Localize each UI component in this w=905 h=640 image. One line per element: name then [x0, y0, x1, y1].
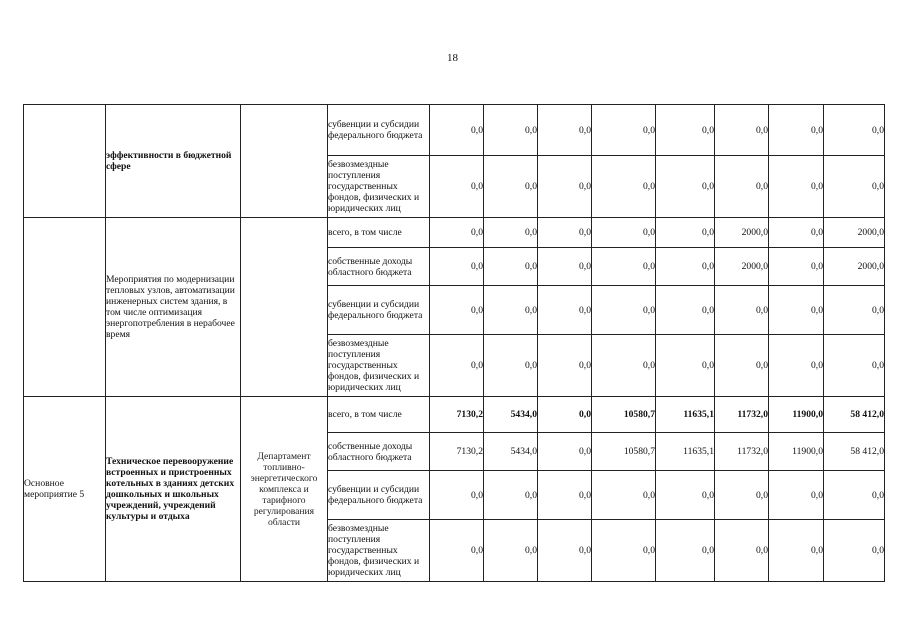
value-cell: 0,0 [592, 218, 656, 248]
value-cell: 0,0 [715, 156, 769, 218]
executor-cell [241, 218, 328, 397]
source-cell: субвенции и субсидии федерального бюджета [328, 471, 430, 520]
value-cell: 0,0 [656, 105, 715, 156]
value-cell: 0,0 [592, 520, 656, 582]
table-row [24, 218, 885, 248]
budget-table [23, 104, 885, 582]
value-cell: 2000,0 [715, 218, 769, 248]
title-cell: Мероприятия по модернизации тепловых узлов, автоматизации инженерных систем здания, в том числе оптимизация энергопотребления в нерабочее время [106, 218, 241, 397]
source-cell: безвозмездные поступления государственных фондов, физических и юридических лиц [328, 156, 430, 218]
value-cell: 0,0 [538, 433, 592, 471]
value-cell: 0,0 [769, 105, 824, 156]
value-cell: 0,0 [824, 471, 885, 520]
value-cell: 7130,2 [430, 397, 484, 433]
table-row [24, 105, 885, 156]
source-cell: собственные доходы областного бюджета [328, 248, 430, 286]
source-cell: безвозмездные поступления государственных фондов, физических и юридических лиц [328, 520, 430, 582]
value-cell: 0,0 [538, 156, 592, 218]
value-cell: 10580,7 [592, 397, 656, 433]
value-cell: 58 412,0 [824, 397, 885, 433]
value-cell: 10580,7 [592, 433, 656, 471]
source-cell: субвенции и субсидии федерального бюджета [328, 105, 430, 156]
value-cell: 0,0 [592, 471, 656, 520]
value-cell: 0,0 [656, 286, 715, 335]
value-cell: 0,0 [430, 105, 484, 156]
value-cell: 11900,0 [769, 433, 824, 471]
value-cell: 0,0 [484, 248, 538, 286]
value-cell: 0,0 [484, 218, 538, 248]
value-cell: 0,0 [484, 286, 538, 335]
value-cell: 11900,0 [769, 397, 824, 433]
page-number: 18 [447, 52, 458, 64]
value-cell: 11732,0 [715, 397, 769, 433]
value-cell: 0,0 [769, 286, 824, 335]
value-cell: 0,0 [592, 156, 656, 218]
executor-cell [241, 105, 328, 218]
value-cell: 0,0 [656, 471, 715, 520]
value-cell: 0,0 [715, 335, 769, 397]
value-cell: 0,0 [538, 218, 592, 248]
name-cell [24, 218, 106, 397]
value-cell: 2000,0 [715, 248, 769, 286]
source-cell: всего, в том числе [328, 397, 430, 433]
value-cell: 0,0 [656, 248, 715, 286]
table-row [24, 397, 885, 433]
value-cell: 0,0 [430, 335, 484, 397]
value-cell: 0,0 [484, 156, 538, 218]
value-cell: 2000,0 [824, 218, 885, 248]
executor-cell: Департамент топливно-энергетического комплекса и тарифного регулирования области [241, 397, 328, 582]
value-cell: 5434,0 [484, 433, 538, 471]
value-cell: 0,0 [430, 218, 484, 248]
value-cell: 0,0 [592, 248, 656, 286]
value-cell: 0,0 [715, 471, 769, 520]
value-cell: 0,0 [538, 335, 592, 397]
source-cell: всего, в том числе [328, 218, 430, 248]
value-cell: 0,0 [592, 286, 656, 335]
value-cell: 0,0 [538, 286, 592, 335]
title-cell: Техническое перевооружение встроенных и пристроенных котельных в зданиях детских дошкольных и школьных учреждений, учреждений культуры и отдыха [106, 397, 241, 582]
value-cell: 0,0 [769, 248, 824, 286]
value-cell: 0,0 [538, 248, 592, 286]
value-cell: 11732,0 [715, 433, 769, 471]
value-cell: 0,0 [715, 520, 769, 582]
value-cell: 2000,0 [824, 248, 885, 286]
value-cell: 0,0 [769, 218, 824, 248]
value-cell: 0,0 [430, 520, 484, 582]
value-cell: 0,0 [824, 286, 885, 335]
value-cell: 58 412,0 [824, 433, 885, 471]
name-cell [24, 105, 106, 218]
source-cell: субвенции и субсидии федерального бюджета [328, 286, 430, 335]
value-cell: 11635,1 [656, 397, 715, 433]
name-cell: Основное мероприятие 5 [24, 397, 106, 582]
value-cell: 0,0 [656, 156, 715, 218]
value-cell: 0,0 [824, 156, 885, 218]
value-cell: 0,0 [538, 471, 592, 520]
value-cell: 5434,0 [484, 397, 538, 433]
value-cell: 0,0 [769, 471, 824, 520]
value-cell: 0,0 [430, 471, 484, 520]
value-cell: 0,0 [484, 520, 538, 582]
title-cell: эффективности в бюджетной сфере [106, 105, 241, 218]
value-cell: 0,0 [656, 218, 715, 248]
value-cell: 0,0 [769, 335, 824, 397]
value-cell: 0,0 [715, 286, 769, 335]
source-cell: безвозмездные поступления государственных фондов, физических и юридических лиц [328, 335, 430, 397]
value-cell: 0,0 [538, 105, 592, 156]
value-cell: 11635,1 [656, 433, 715, 471]
value-cell: 0,0 [824, 520, 885, 582]
value-cell: 0,0 [715, 105, 769, 156]
value-cell: 0,0 [769, 156, 824, 218]
value-cell: 0,0 [430, 248, 484, 286]
value-cell: 0,0 [484, 105, 538, 156]
value-cell: 0,0 [592, 335, 656, 397]
value-cell: 0,0 [430, 286, 484, 335]
value-cell: 0,0 [484, 471, 538, 520]
value-cell: 0,0 [538, 397, 592, 433]
value-cell: 0,0 [430, 156, 484, 218]
value-cell: 0,0 [484, 335, 538, 397]
value-cell: 0,0 [538, 520, 592, 582]
value-cell: 0,0 [656, 335, 715, 397]
value-cell: 0,0 [769, 520, 824, 582]
value-cell: 0,0 [656, 520, 715, 582]
value-cell: 0,0 [592, 105, 656, 156]
value-cell: 0,0 [824, 105, 885, 156]
value-cell: 0,0 [824, 335, 885, 397]
source-cell: собственные доходы областного бюджета [328, 433, 430, 471]
value-cell: 7130,2 [430, 433, 484, 471]
